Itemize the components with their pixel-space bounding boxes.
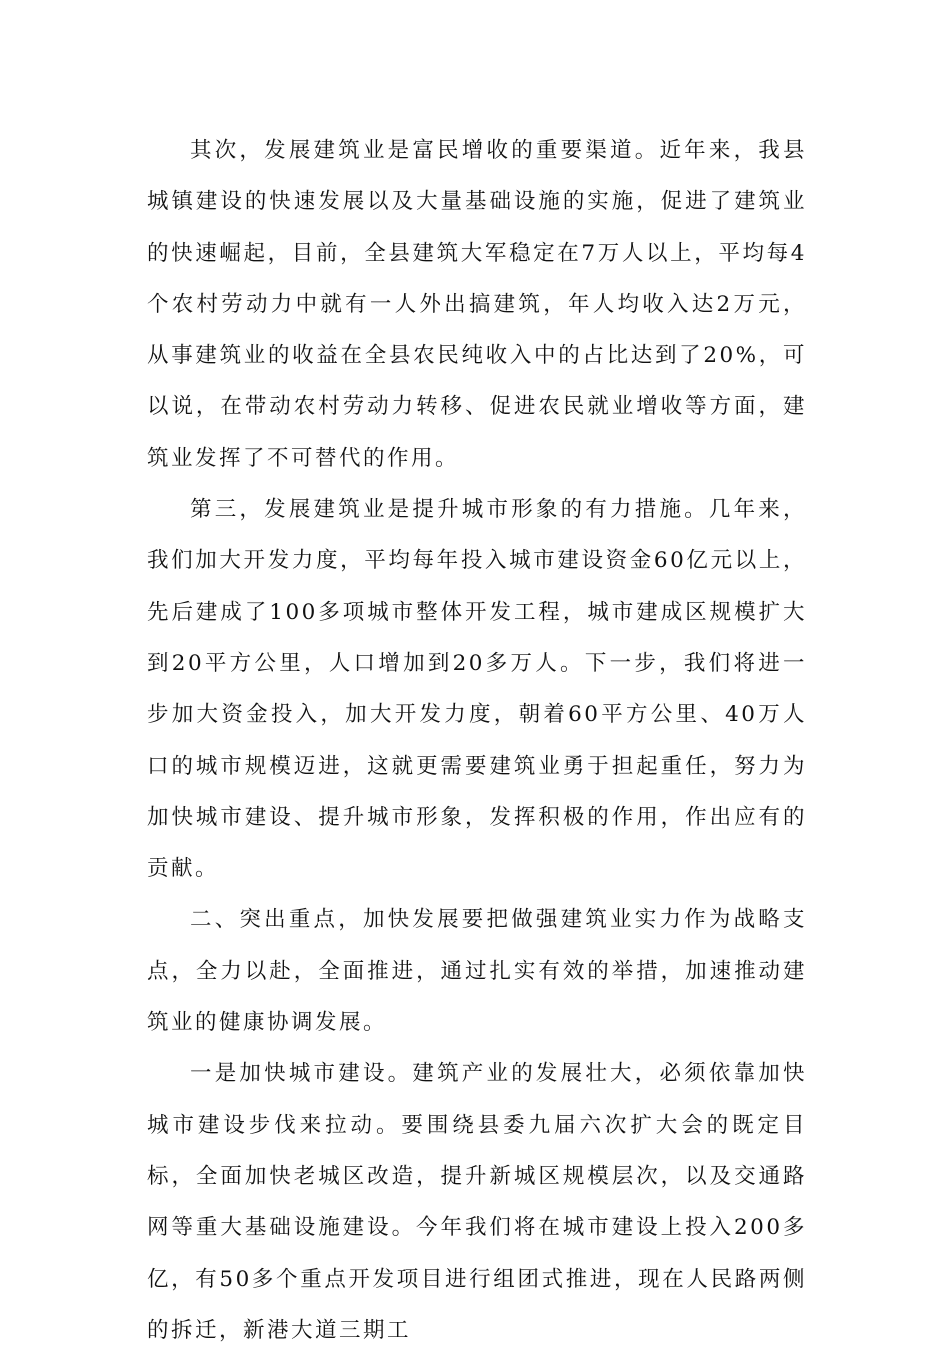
document-body: [147, 125, 807, 1356]
paragraph-city-image: 第三，发展建筑业是提升城市形象的有力措施。几年来，我们加大开发力度，平均每年投入城市建设资金60亿元以上，先后建成了100多项城市整体开发工程，城市建成区规模扩大到20平方公里，人口增加到20多万人。下一步，我们将进一步加大资金投入，加大开发力度，朝着60平方公里、40万人口的城市规模迈进，这就更需要建筑业勇于担起重任，努力为加快城市建设、提升城市形象，发挥积极的作用，作出应有的贡献。: [147, 497, 807, 882]
paragraph-section-two: 二、突出重点，加快发展要把做强建筑业实力作为战略支点，全力以赴，全面推进，通过扎实有效的举措，加速推动建筑业的健康协调发展。: [147, 907, 807, 1036]
paragraph-city-construction: 一是加快城市建设。建筑产业的发展壮大，必须依靠加快城市建设步伐来拉动。要围绕县委九届六次扩大会的既定目标，全面加快老城区改造，提升新城区规模层次，以及交通路网等重大基础设施建设。今年我们将在城市建设上投入200多亿，有50多个重点开发项目进行组团式推进，现在人民路两侧的拆迁，新港大道三期工: [147, 1061, 807, 1343]
paragraph-building-income: 其次，发展建筑业是富民增收的重要渠道。近年来，我县城镇建设的快速发展以及大量基础设施的实施，促进了建筑业的快速崛起，目前，全县建筑大军稳定在7万人以上，平均每4个农村劳动力中就有一人外出搞建筑，年人均收入达2万元，从事建筑业的收益在全县农民纯收入中的占比达到了20%，可以说，在带动农村劳动力转移、促进农民就业增收等方面，建筑业发挥了不可替代的作用。: [147, 138, 807, 471]
